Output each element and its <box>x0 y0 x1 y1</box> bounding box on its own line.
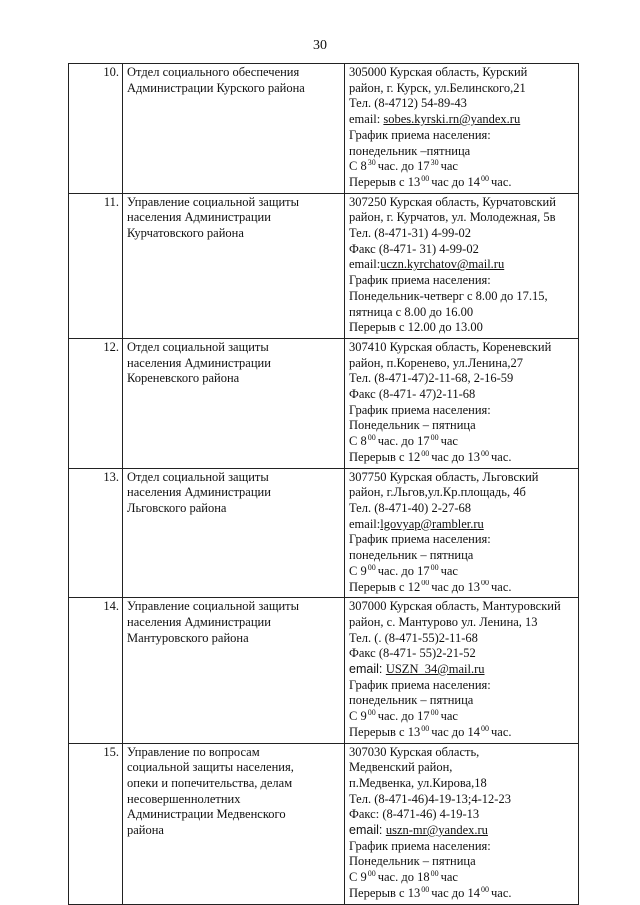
email-link[interactable]: lgovyap@rambler.ru <box>380 516 484 531</box>
time-text: Перерыв с 12 <box>349 579 421 594</box>
organization-name-line: Администрации Медвенского <box>127 807 286 822</box>
row-number: 13. <box>69 468 123 598</box>
table-row <box>69 64 579 194</box>
time-superscript: 00 <box>480 885 489 894</box>
time-superscript: 00 <box>421 724 430 733</box>
table-row <box>69 598 579 743</box>
email-link[interactable]: uczn.kyrchatov@mail.ru <box>380 257 505 272</box>
row-number: 10. <box>69 64 123 194</box>
email-label: email: <box>349 516 381 531</box>
fax: Факс (8-471- 31) 4-99-02 <box>349 241 479 256</box>
organization-name-line: опеки и попечительства, делам <box>127 775 293 790</box>
address-line: район, г. Курчатов, ул. Молодежная, 5в <box>349 210 556 225</box>
address-line: 307250 Курская область, Курчатовский <box>349 194 556 209</box>
contact-cell <box>345 743 579 904</box>
time-superscript: 30 <box>367 159 376 168</box>
time-text: час до 14 <box>431 174 480 189</box>
time-superscript: 00 <box>430 434 439 443</box>
working-hours <box>349 159 575 175</box>
time-text: час. до 17 <box>377 563 430 578</box>
time-superscript: 00 <box>480 449 489 458</box>
time-text: час. <box>490 174 512 189</box>
contact-cell <box>345 64 579 194</box>
time-text: час <box>440 709 458 724</box>
schedule-days: понедельник – пятница <box>349 693 474 708</box>
break-time <box>349 450 575 466</box>
schedule-days: Понедельник – пятница <box>349 854 476 869</box>
working-hours <box>349 564 575 580</box>
fax: Факс (8-471- 55)2-21-52 <box>349 646 476 661</box>
address-line: 307750 Курская область, Льговский <box>349 469 539 484</box>
schedule-title: График приема населения: <box>349 677 491 692</box>
working-hours <box>349 434 575 450</box>
break-time <box>349 886 575 902</box>
organization-cell <box>123 468 345 598</box>
address-line: 307410 Курская область, Кореневский <box>349 339 552 354</box>
email-label: email: <box>349 112 384 127</box>
organization-cell <box>123 64 345 194</box>
table-row <box>69 743 579 904</box>
time-text: С 9 <box>349 709 367 724</box>
organization-name-line: Отдел социального обеспечения <box>127 65 300 79</box>
time-text: час. до 17 <box>377 709 430 724</box>
time-superscript: 30 <box>430 159 439 168</box>
schedule-title: График приема населения: <box>349 402 491 417</box>
time-text: час. до 17 <box>377 159 430 174</box>
fax: Факс (8-471- 47)2-11-68 <box>349 387 476 402</box>
time-text: час. до 17 <box>377 434 430 449</box>
organization-name-line: социальной защиты населения, <box>127 760 294 775</box>
schedule-days: Понедельник – пятница <box>349 418 476 433</box>
organization-name-line: Управление по вопросам <box>127 744 260 759</box>
fax: Факс: (8-471-46) 4-19-13 <box>349 807 480 822</box>
phone: Тел. (8-471-31) 4-99-02 <box>349 226 472 241</box>
email-label: email: <box>349 662 386 677</box>
phone: Тел. (8-4712) 54-89-43 <box>349 96 467 111</box>
break-time <box>349 175 575 191</box>
time-text: Перерыв с 12 <box>349 449 421 464</box>
time-superscript: 00 <box>430 709 439 717</box>
contact-cell <box>345 338 579 468</box>
time-superscript: 00 <box>367 434 376 443</box>
time-text: час до 14 <box>431 724 480 739</box>
contact-cell <box>345 598 579 743</box>
working-hours <box>349 709 575 725</box>
time-text: С 9 <box>349 870 367 885</box>
organization-name-line: Льговского района <box>127 500 227 515</box>
organization-name-line: населения Администрации <box>127 210 271 225</box>
time-superscript: 00 <box>421 885 430 894</box>
page-number: 30 <box>313 38 327 53</box>
schedule-line: Понедельник-четверг с 8.00 до 17.15, <box>349 288 548 303</box>
organization-name-line: Отдел социальной защиты <box>127 469 269 484</box>
email-line <box>349 517 575 533</box>
email-link[interactable]: sobes.kyrski.rn@yandex.ru <box>383 112 521 127</box>
row-number: 11. <box>69 193 123 338</box>
time-text: час. <box>490 449 512 464</box>
time-text: час <box>440 159 458 174</box>
time-superscript: 00 <box>367 709 376 717</box>
row-number: 14. <box>69 598 123 743</box>
organization-name-line: Курчатовского района <box>127 226 244 241</box>
social-protection-table <box>68 63 579 905</box>
working-hours <box>349 870 575 886</box>
schedule-title: График приема населения: <box>349 127 491 142</box>
organization-cell <box>123 193 345 338</box>
row-number: 15. <box>69 743 123 904</box>
email-link[interactable]: uszn-mr@yandex.ru <box>385 823 488 838</box>
time-superscript: 00 <box>421 174 430 183</box>
schedule-line: пятница с 8.00 до 16.00 <box>349 304 474 319</box>
address-line: район, п.Коренево, ул.Ленина,27 <box>349 355 524 370</box>
address-line: район, с. Мантурово ул. Ленина, 13 <box>349 614 538 629</box>
address-line: 307030 Курская область, <box>349 744 480 759</box>
organization-name-line: Кореневского района <box>127 371 240 386</box>
address-line: район, г. Курск, ул.Белинского,21 <box>349 80 526 95</box>
table-row <box>69 193 579 338</box>
time-superscript: 00 <box>480 724 489 733</box>
address-line: п.Медвенка, ул.Кирова,18 <box>349 775 487 790</box>
address-line: 307000 Курская область, Мантуровский <box>349 599 561 614</box>
time-text: час. <box>490 579 512 594</box>
time-superscript: 00 <box>421 449 430 458</box>
organization-name-line: населения Администрации <box>127 614 271 629</box>
schedule-title: График приема населения: <box>349 532 491 547</box>
time-text: Перерыв с 13 <box>349 724 421 739</box>
organization-name-line: населения Администрации <box>127 485 271 500</box>
address-line: Медвенский район, <box>349 760 453 775</box>
organization-cell <box>123 598 345 743</box>
time-superscript: 00 <box>367 870 376 878</box>
organization-cell <box>123 743 345 904</box>
time-text: час до 13 <box>431 579 480 594</box>
email-line <box>349 257 575 273</box>
schedule-title: График приема населения: <box>349 273 491 288</box>
time-superscript: 00 <box>421 579 430 588</box>
table-row <box>69 468 579 598</box>
time-text: час до 13 <box>431 449 480 464</box>
time-text: час до 14 <box>431 885 480 900</box>
organization-name-line: Отдел социальной защиты <box>127 339 269 354</box>
break-time: Перерыв с 12.00 до 13.00 <box>349 320 483 335</box>
time-superscript: 00 <box>430 870 439 878</box>
time-text: Перерыв с 13 <box>349 174 421 189</box>
organization-name-line: Управление социальной защиты <box>127 599 300 614</box>
time-superscript: 00 <box>367 563 376 572</box>
phone: Тел. (. (8-471-55)2-11-68 <box>349 630 478 645</box>
row-number: 12. <box>69 338 123 468</box>
organization-name-line: района <box>127 823 164 838</box>
phone: Тел. (8-471-47)2-11-68, 2-16-59 <box>349 371 514 386</box>
time-text: час <box>440 563 458 578</box>
schedule-title: График приема населения: <box>349 838 491 853</box>
organization-name-line: Мантуровского района <box>127 630 249 645</box>
time-text: час <box>440 434 458 449</box>
table-row <box>69 338 579 468</box>
email-line <box>349 823 575 839</box>
phone: Тел. (8-471-46)4-19-13;4-12-23 <box>349 791 511 806</box>
address-line: 305000 Курская область, Курский <box>349 65 528 79</box>
time-text: час. <box>490 724 512 739</box>
time-superscript: 00 <box>430 563 439 572</box>
organization-name-line: несовершеннолетних <box>127 791 241 806</box>
break-time <box>349 725 575 741</box>
organization-cell <box>123 338 345 468</box>
time-text: час. <box>490 885 512 900</box>
email-label: email: <box>349 823 386 838</box>
time-text: С 9 <box>349 563 367 578</box>
time-text: час. до 18 <box>377 870 430 885</box>
schedule-days: понедельник – пятница <box>349 548 474 563</box>
time-text: Перерыв с 13 <box>349 885 421 900</box>
email-label: email: <box>349 257 381 272</box>
phone: Тел. (8-471-40) 2-27-68 <box>349 500 472 515</box>
organization-name-line: Администрации Курского района <box>127 80 305 95</box>
contact-cell <box>345 193 579 338</box>
address-line: район, г.Льгов,ул.Кр.площадь, 4б <box>349 485 526 500</box>
time-superscript: 00 <box>480 174 489 183</box>
break-time <box>349 580 575 596</box>
email-line <box>349 112 575 128</box>
time-text: С 8 <box>349 159 367 174</box>
time-superscript: 00 <box>480 579 489 588</box>
organization-name-line: населения Администрации <box>127 355 271 370</box>
schedule-days: понедельник –пятница <box>349 143 471 158</box>
contact-cell <box>345 468 579 598</box>
organization-name-line: Управление социальной защиты <box>127 194 300 209</box>
time-text: С 8 <box>349 434 367 449</box>
time-text: час <box>440 870 458 885</box>
email-line <box>349 662 575 678</box>
email-link[interactable]: USZN_34@mail.ru <box>385 662 485 677</box>
